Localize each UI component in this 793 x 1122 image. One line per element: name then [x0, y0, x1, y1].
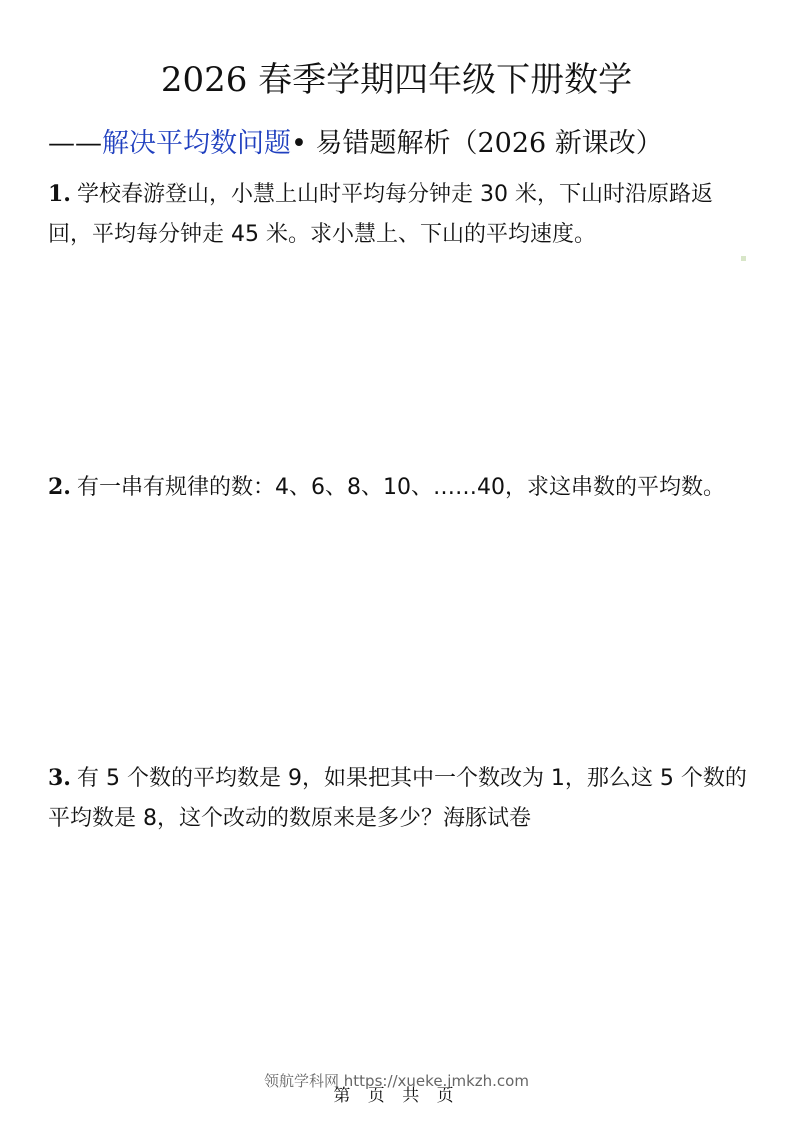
question-3	[48, 758, 748, 839]
question-text: 有 5 个数的平均数是 9，如果把其中一个数改为 1，那么这 5 个数的平均数是 8，这个改动的数原来是多少？海豚试卷	[48, 766, 747, 831]
subtitle-dash: ——	[48, 128, 102, 159]
decorative-dot	[741, 256, 746, 261]
subtitle-topic: 解决平均数问题	[102, 128, 291, 159]
question-1	[48, 174, 748, 255]
document-title: 2026 春季学期四年级下册数学	[160, 60, 633, 100]
document-subtitle	[48, 124, 768, 164]
question-text: 有一串有规律的数：4、6、8、10、……40，求这串数的平均数。	[76, 475, 725, 500]
question-number: 3.	[48, 765, 71, 791]
footer-page-number: 第 页 共 页	[333, 1086, 460, 1106]
question-number: 1.	[48, 181, 71, 207]
footer-site-link[interactable]: 领航学科网 https://xueke.jmkzh.com	[264, 1072, 529, 1090]
subtitle-rest: • 易错题解析（2026 新课改）	[291, 128, 663, 159]
question-2	[48, 467, 748, 508]
question-number: 2.	[48, 474, 71, 500]
question-text: 学校春游登山，小慧上山时平均每分钟走 30 米，下山时沿原路返回，平均每分钟走 45 米。求小慧上、下山的平均速度。	[48, 182, 713, 247]
